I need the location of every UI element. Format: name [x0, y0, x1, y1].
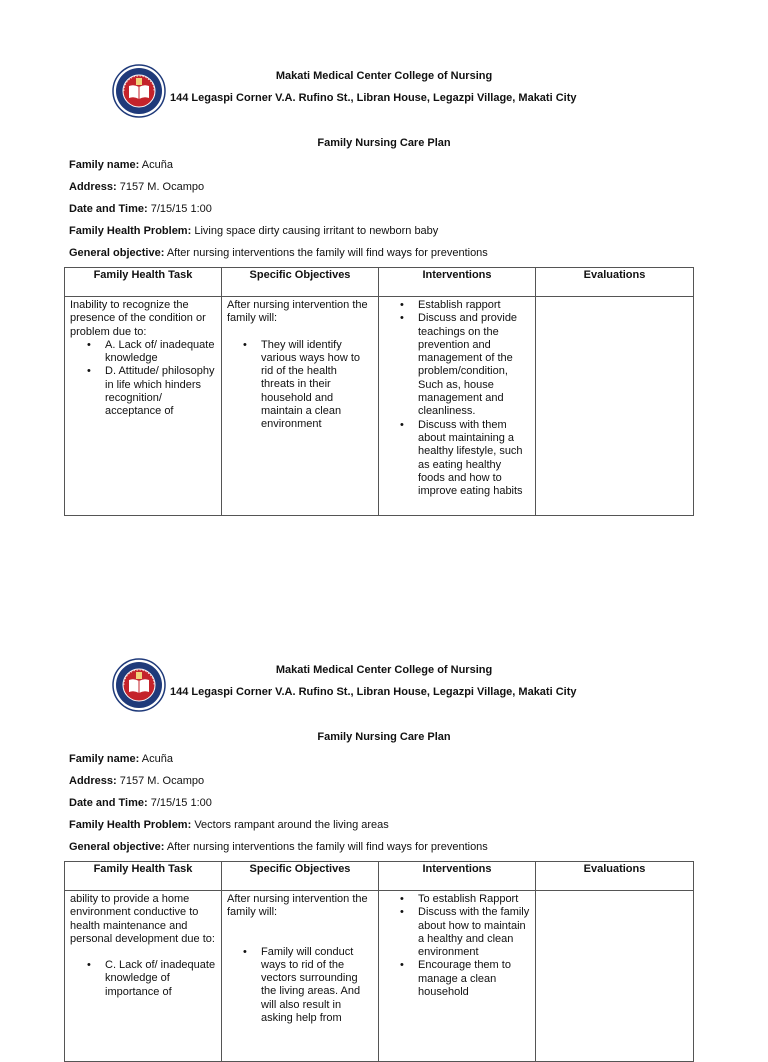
table-header-row [65, 862, 694, 891]
date-label: Date and Time: [69, 203, 148, 215]
specific-objectives-cell [222, 891, 379, 1062]
header-family-health-task: Family Health Task [65, 268, 222, 297]
interventions-cell [379, 891, 536, 1062]
header-specific-objectives: Specific Objectives [222, 268, 379, 297]
list-item: • Discuss and provide teachings on the prevention and management of the problem/condition, Such as, house management and cleanliness. [418, 312, 530, 418]
table-row [65, 297, 694, 516]
plan-title: Family Nursing Care Plan [317, 137, 451, 149]
family-name-value: Acuña [141, 753, 173, 765]
header-evaluations: Evaluations [536, 862, 694, 891]
list-item: • D. Attitude/ philosophy in life which hinders recognition/ acceptance of [105, 365, 216, 418]
table-header-row [65, 268, 694, 297]
family-health-task-cell [65, 891, 222, 1062]
address-field [69, 775, 204, 787]
header-interventions: Interventions [379, 268, 536, 297]
objective-list [227, 946, 373, 1026]
list-item: • Discuss with the family about how to maintain a healthy and clean environment [418, 906, 530, 959]
evaluations-cell [536, 891, 694, 1062]
objective-intro: After nursing intervention the family will: [227, 893, 368, 919]
objective-list [227, 339, 373, 432]
table-row [65, 891, 694, 1062]
family-health-task-cell [65, 297, 222, 516]
intervention-list [384, 299, 530, 498]
general-objective-field [69, 841, 488, 853]
school-address: 144 Legaspi Corner V.A. Rufino St., Libran House, Legazpi Village, Makati City [170, 92, 577, 104]
health-problem-value: Living space dirty causing irritant to newborn baby [194, 225, 439, 237]
evaluations-cell [536, 297, 694, 516]
school-name: Makati Medical Center College of Nursing [275, 70, 493, 82]
task-list [70, 339, 216, 419]
list-item: • A. Lack of/ inadequate knowledge [105, 339, 216, 366]
date-field [69, 797, 212, 809]
family-name-field [69, 159, 173, 171]
care-plan-table [64, 861, 694, 1062]
address-label: Address: [69, 775, 117, 787]
address-value: 7157 M. Ocampo [119, 181, 205, 193]
health-problem-field [69, 819, 389, 831]
list-item: • Discuss with them about maintaining a healthy lifestyle, such as eating healthy foods and how to improve eating habits [418, 419, 530, 499]
header-interventions: Interventions [379, 862, 536, 891]
general-objective-value: After nursing interventions the family will find ways for preventions [166, 841, 488, 853]
interventions-cell [379, 297, 536, 516]
health-problem-value: Vectors rampant around the living areas [194, 819, 389, 831]
health-problem-label: Family Health Problem: [69, 819, 192, 831]
task-intro: Inability to recognize the presence of the condition or problem due to: [70, 299, 206, 338]
list-item: • Establish rapport [418, 299, 530, 312]
header-specific-objectives: Specific Objectives [222, 862, 379, 891]
family-name-label: Family name: [69, 159, 140, 171]
header-family-health-task: Family Health Task [65, 862, 222, 891]
school-address: 144 Legaspi Corner V.A. Rufino St., Libran House, Legazpi Village, Makati City [170, 686, 577, 698]
date-value: 7/15/15 1:00 [150, 203, 212, 215]
general-objective-field [69, 247, 488, 259]
general-objective-value: After nursing interventions the family will find ways for preventions [166, 247, 488, 259]
list-item: • C. Lack of/ inadequate knowledge of importance of [105, 959, 216, 999]
header-evaluations: Evaluations [536, 268, 694, 297]
task-intro: ability to provide a home environment conductive to health maintenance and personal development due to: [70, 893, 215, 945]
list-item: • They will identify various ways how to rid of the health threats in their household and maintain a clean environment [261, 339, 373, 432]
family-name-field [69, 753, 173, 765]
family-name-value: Acuña [141, 159, 173, 171]
task-list [70, 959, 216, 999]
list-item: • Encourage them to manage a clean household [418, 959, 530, 999]
date-label: Date and Time: [69, 797, 148, 809]
health-problem-field [69, 225, 438, 237]
address-label: Address: [69, 181, 117, 193]
intervention-list [384, 893, 530, 999]
health-problem-label: Family Health Problem: [69, 225, 192, 237]
care-plan-table [64, 267, 694, 516]
date-value: 7/15/15 1:00 [150, 797, 212, 809]
list-item: • Family will conduct ways to rid of the vectors surrounding the living areas. And will also result in asking help from [261, 946, 373, 1026]
general-objective-label: General objective: [69, 841, 165, 853]
family-name-label: Family name: [69, 753, 140, 765]
plan-title: Family Nursing Care Plan [317, 731, 451, 743]
specific-objectives-cell [222, 297, 379, 516]
address-field [69, 181, 204, 193]
list-item: • To establish Rapport [418, 893, 530, 906]
date-field [69, 203, 212, 215]
address-value: 7157 M. Ocampo [119, 775, 205, 787]
general-objective-label: General objective: [69, 247, 165, 259]
school-name: Makati Medical Center College of Nursing [275, 664, 493, 676]
objective-intro: After nursing intervention the family will: [227, 299, 368, 325]
